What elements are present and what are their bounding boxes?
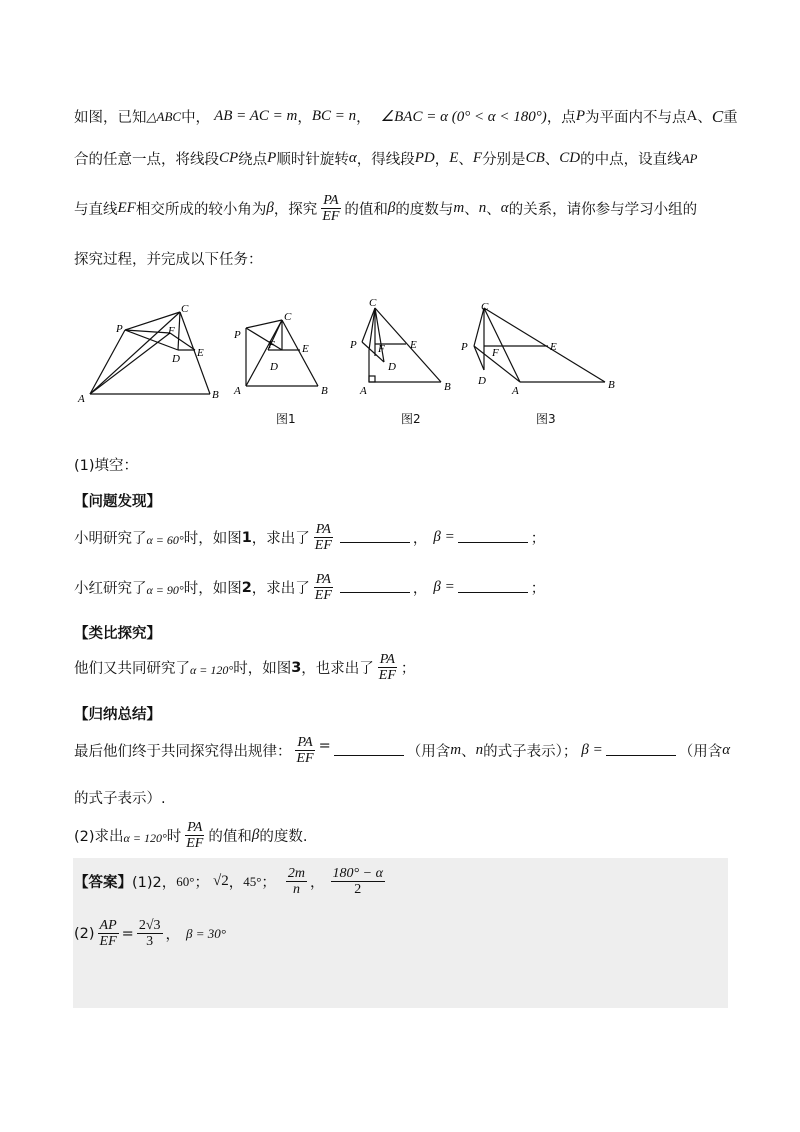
blank-hong-ratio[interactable] (340, 582, 410, 593)
svg-text:D: D (388, 361, 396, 373)
svg-text:F: F (268, 339, 275, 351)
figure-caption-1: 图1 (276, 412, 296, 426)
q1-hong-line: 小红研究了 α = 90° 时，如图 2 ，求出了 $\frac{PA}{EF}$ ， β = ； (74, 572, 546, 603)
svg-text:C: C (481, 301, 489, 313)
problem-line-3: 与直线 EF 相交所成的较小角为 β ，探究 $\frac{PA}{EF}$ 的值和 β 的度数与 m 、 n 、 α 的关系，请你参与学习小组的 (74, 193, 698, 224)
fig1-label-B: B (212, 389, 219, 401)
q1-summary-end: 的式子表示）. (74, 791, 166, 807)
fraction-pa-ef: $\frac{PA}{EF}$ (322, 193, 340, 224)
answer-line-2: (2) $\frac{AP}{EF}$ = $\frac{2√3}{3}$ ， β = 30° (74, 918, 226, 949)
fig1-label-A: A (78, 393, 85, 405)
q2-line: (2)求出 α = 120° 时 $\frac{PA}{EF}$ 的值和 β 的度数. (74, 820, 308, 851)
svg-text:B: B (321, 385, 328, 397)
blank-general-ratio[interactable] (334, 745, 404, 756)
svg-text:E: E (302, 343, 309, 355)
answer-label: 【答案】 (74, 875, 132, 891)
figure-1-labels (77, 303, 219, 405)
q1-they-line: 他们又共同研究了 α = 120° 时，如图 3 ，也求出了 $\frac{PA}{EF}$ ； (74, 652, 416, 683)
svg-text:P: P (234, 329, 241, 341)
fig1-label-D: D (172, 353, 180, 365)
problem-line-2: 合的任意一点，将线段 CP 绕点 P 顺时针旋转 α ，得线段 PD ， E 、 F 分别是 CB 、 CD 的中点，设直线 AP (74, 150, 698, 168)
svg-text:A: A (234, 385, 241, 397)
fig1-label-C: C (181, 303, 189, 315)
svg-text:E: E (410, 339, 417, 351)
blank-ming-ratio[interactable] (340, 532, 410, 543)
svg-text:A: A (360, 385, 367, 397)
answer-line-1: 【答案】 (1)2， 60° ； √2 ， 45° ； $\frac{2m}{n}$ ， $\frac{180^\circ - \alpha}{2}$ (74, 866, 383, 897)
q1-ming-line: 小明研究了 α = 60° 时，如图 1 ，求出了 $\frac{PA}{EF}$ ， β = ； (74, 522, 546, 553)
blank-general-beta[interactable] (606, 745, 676, 756)
heading-analogy: 【类比探究】 (74, 626, 161, 642)
figure-1 (90, 312, 210, 394)
figure-4 (474, 308, 605, 382)
figure-caption-3: 图3 (536, 412, 556, 426)
svg-text:B: B (444, 381, 451, 393)
blank-ming-beta[interactable] (458, 532, 528, 543)
svg-text:C: C (369, 297, 377, 309)
angle-condition: ∠BAC = α (0° < α < 180°) (380, 109, 547, 125)
heading-summary: 【归纳总结】 (74, 707, 161, 723)
q1-summary-line: 最后他们终于共同探究得出规律： $\frac{PA}{EF}$ = （用含 m 、 n 的式子表示）； β = （用含 α (74, 735, 731, 766)
answer-ratio-fraction: $\frac{2m}{n}$ (287, 866, 306, 897)
q1-label: (1)填空： (74, 458, 139, 474)
heading-discovery: 【问题发现】 (74, 494, 161, 510)
svg-text:F: F (378, 343, 385, 355)
problem-line-4: 探究过程，并完成以下任务： (74, 252, 263, 268)
problem-line-1: 如图，已知 △ABC 中， AB = AC = m ， BC = n ， ∠BAC = α (0° < α < 180°) ，点 P 为平面内不与点 A 、 C 重 (74, 106, 738, 126)
figure-3 (362, 308, 441, 382)
svg-text:D: D (478, 375, 486, 387)
fig1-label-F: F (168, 325, 175, 337)
geometry-figures (0, 290, 800, 440)
svg-text:F: F (492, 347, 499, 359)
svg-text:E: E (550, 341, 557, 353)
svg-text:P: P (350, 339, 357, 351)
svg-text:D: D (270, 361, 278, 373)
answer-result-fraction: $\frac{2√3}{3}$ (138, 918, 161, 949)
svg-text:C: C (284, 311, 292, 323)
svg-text:A: A (512, 385, 519, 397)
blank-hong-beta[interactable] (458, 582, 528, 593)
triangle-abc: △ABC (146, 108, 182, 124)
fig1-label-P: P (116, 323, 123, 335)
fig1-label-E: E (197, 347, 204, 359)
svg-text:P: P (461, 341, 468, 353)
figure-4-labels (460, 301, 615, 397)
svg-text:B: B (608, 379, 615, 391)
answer-beta-fraction: $\frac{180^\circ - \alpha}{2}$ (332, 866, 383, 897)
figure-caption-2: 图2 (401, 412, 421, 426)
